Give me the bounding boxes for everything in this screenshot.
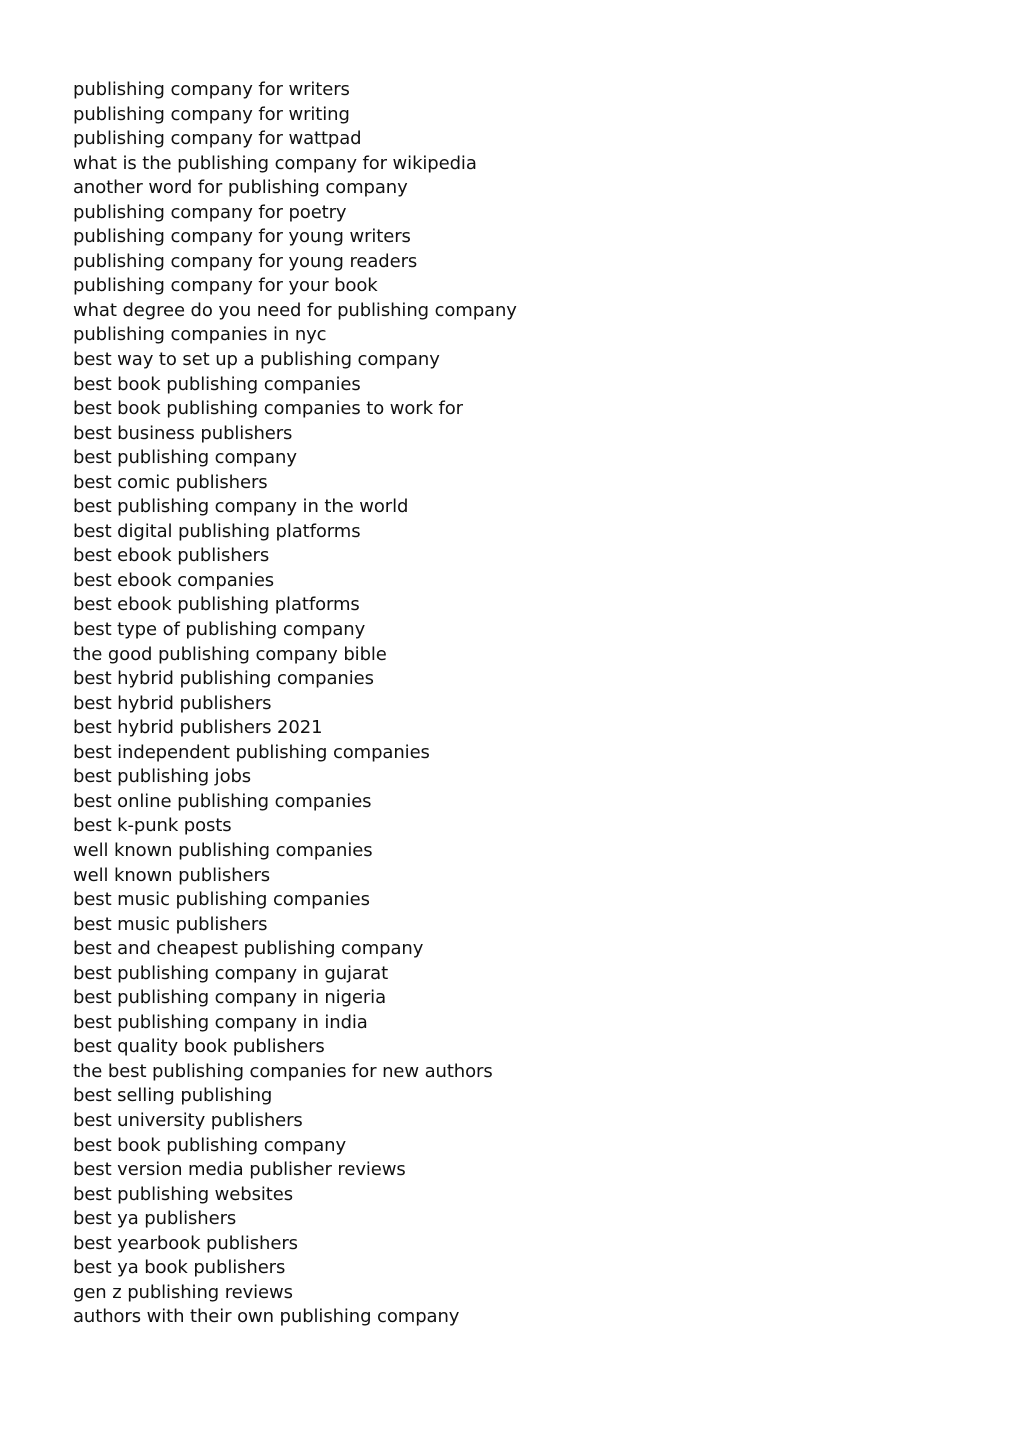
list-item: best music publishing companies [73, 889, 370, 911]
list-item: best ya book publishers [73, 1257, 286, 1279]
list-item: well known publishers [73, 864, 271, 886]
list-item: best publishing company in india [73, 1011, 368, 1033]
list-item: best publishing company in nigeria [73, 987, 387, 1009]
list-item: best ebook publishing platforms [73, 594, 360, 616]
list-item: publishing company for wattpad [73, 128, 362, 150]
list-item: best yearbook publishers [73, 1232, 298, 1254]
list-item: best way to set up a publishing company [73, 349, 440, 371]
list-item: publishing company for young writers [73, 226, 411, 248]
list-item: best hybrid publishers 2021 [73, 717, 323, 739]
list-item: best publishing jobs [73, 766, 252, 788]
list-item: best ya publishers [73, 1208, 237, 1230]
list-item: best publishing company in gujarat [73, 962, 389, 984]
list-item: best and cheapest publishing company [73, 938, 424, 960]
list-item: best book publishing companies [73, 373, 361, 395]
list-item: the best publishing companies for new authors [73, 1060, 493, 1082]
list-item: best business publishers [73, 422, 293, 444]
list-item: best music publishers [73, 913, 268, 935]
list-item: the good publishing company bible [73, 643, 387, 665]
list-item: best selling publishing [73, 1085, 273, 1107]
list-item: best online publishing companies [73, 790, 372, 812]
list-item: what is the publishing company for wikipedia [73, 152, 477, 174]
list-item: best ebook publishers [73, 545, 270, 567]
list-item: best hybrid publishing companies [73, 668, 374, 690]
list-item: another word for publishing company [73, 177, 408, 199]
list-item: best version media publisher reviews [73, 1159, 406, 1181]
list-item: best publishing company in the world [73, 496, 409, 518]
list-item: well known publishing companies [73, 839, 373, 861]
list-item: best university publishers [73, 1109, 303, 1131]
list-item: publishing company for writing [73, 103, 350, 125]
list-item: best publishing websites [73, 1183, 293, 1205]
list-item: best book publishing companies to work for [73, 398, 463, 420]
list-item: best type of publishing company [73, 619, 366, 641]
list-item: best digital publishing platforms [73, 520, 361, 542]
list-item: best comic publishers [73, 471, 268, 493]
list-item: publishing company for writers [73, 79, 350, 100]
list-item: publishing companies in nyc [73, 324, 327, 346]
list-item: best independent publishing companies [73, 741, 430, 763]
list-item: gen z publishing reviews [73, 1281, 293, 1303]
list-item: best k-punk posts [73, 815, 232, 837]
list-item: publishing company for poetry [73, 201, 347, 223]
list-item: best quality book publishers [73, 1036, 325, 1058]
list-item: publishing company for young readers [73, 250, 418, 272]
list-item: best book publishing company [73, 1134, 347, 1156]
phrase-list [73, 78, 517, 1330]
list-item: best hybrid publishers [73, 692, 272, 714]
list-item: publishing company for your book [73, 275, 378, 297]
list-item: best publishing company [73, 447, 297, 469]
list-item: what degree do you need for publishing company [73, 299, 517, 321]
list-item: authors with their own publishing company [73, 1306, 460, 1328]
list-item: best ebook companies [73, 569, 275, 591]
